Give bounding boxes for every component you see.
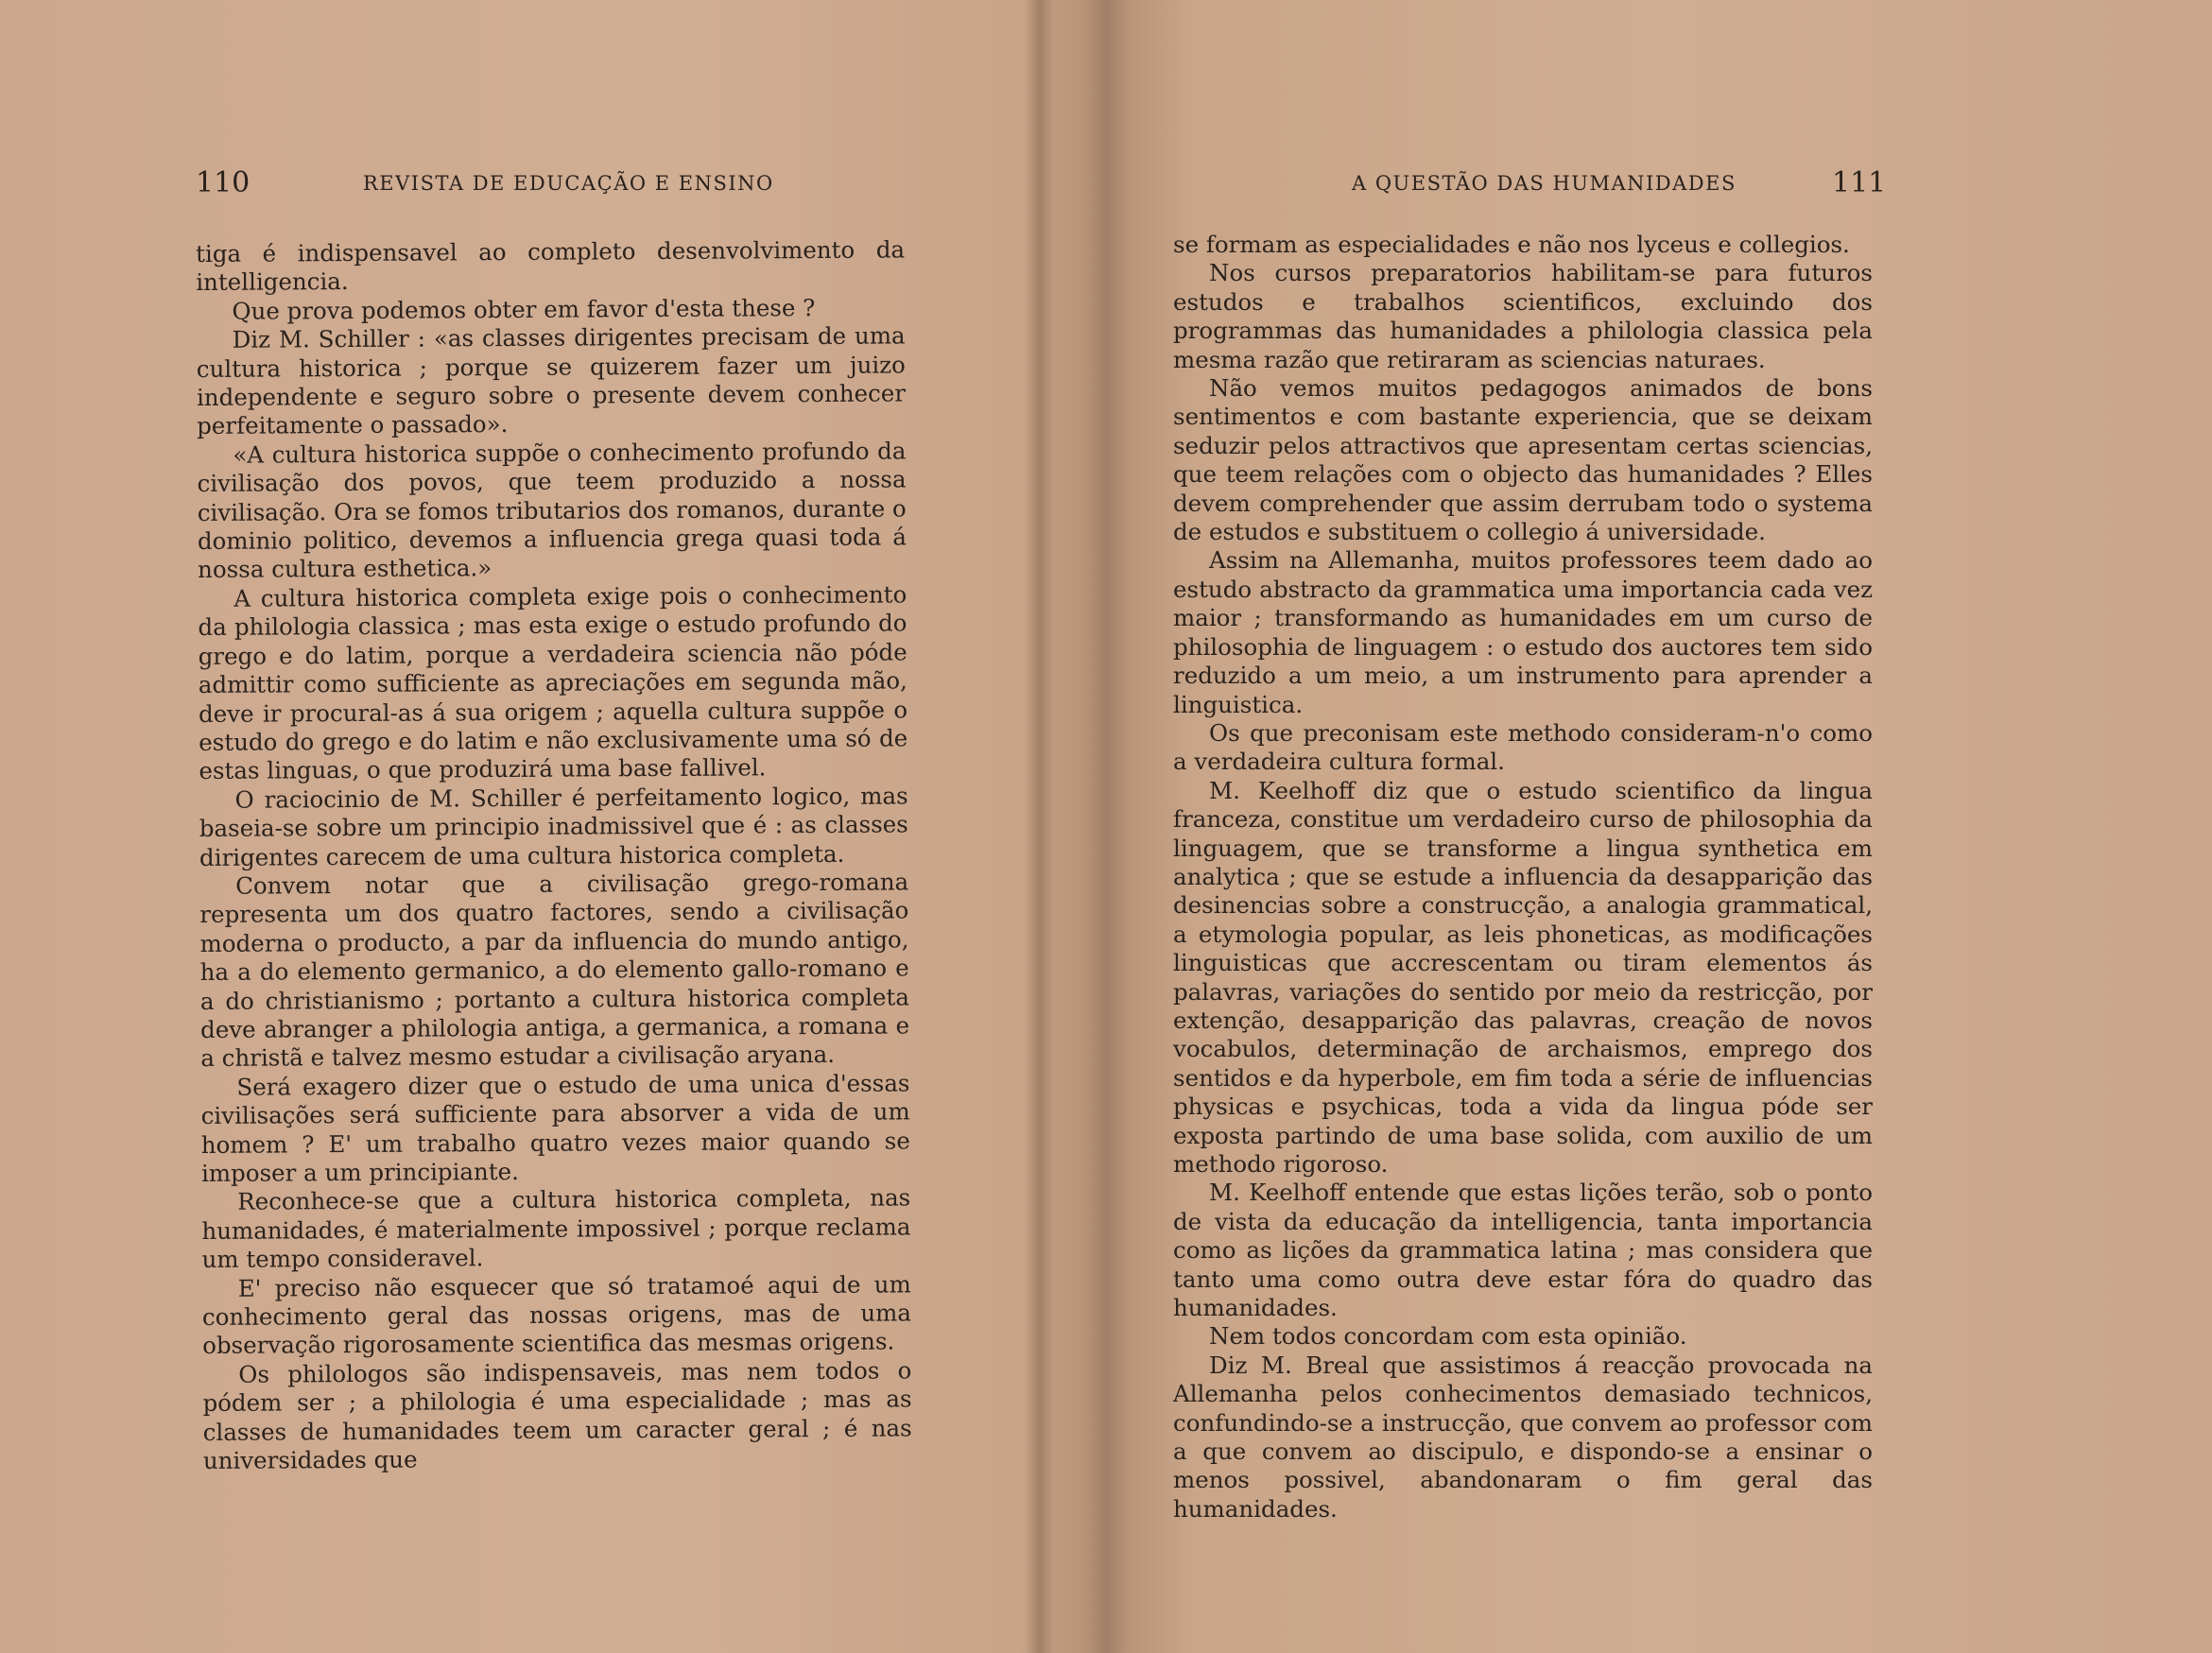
paragraph: Será exagero dizer que o estudo de uma unica d'essas civilisações será sufficiente para absorver a vida de um homem ? E' um trabalho quatro vezes maior quando se imposer a um principiante. [200,1069,910,1187]
right-page [1040,0,2212,1653]
paragraph: Nem todos concordam com esta opinião. [1209,1322,1687,1351]
paragraph: O raciocinio de M. Schiller é perfeitamento logico, mas baseia-se sobre um principio inadmissivel que é : as classes dirigentes carecem de uma cultura historica completa. [199,782,908,871]
paragraph: Nos cursos preparatorios habilitam-se para futuros estudos e trabalhos scientificos, excluindo dos programmas das humanidades a philologia classica pela mesma razão que retiraram as sciencias naturaes. [1173,259,1873,373]
page-number: 111 [1832,166,1887,199]
running-head: A QUESTÃO DAS HUMANIDADES [1352,172,1737,195]
paragraph: Os philologos são indispensaveis, mas nem todos o pódem ser ; a philologia é uma especialidade ; mas as classes de humanidades teem um caracter geral ; é nas universidades que [202,1356,912,1475]
paragraph: M. Keelhoff diz que o estudo scientifico da lingua franceza, constitue um verdadeiro curso de philosophia da linguagem, que se transforme a lingua synthetica em analytica ; que se estude a influencia da desapparição das desinencias sobre a construcção, a analogia grammatical, a etymologia popular, as leis phoneticas, as modificações linguisticas que accrescentam ou tiram elementos ás palavras, variações do sentido por meio da restricção, por extenção, desapparição das palavras, creação de novos vocabulos, determinação de archaismos, emprego dos sentidos e da hyperbole, em fim toda a série de influencias physicas e psychicas, toda a vida da lingua póde ser exposta partindo de uma base solida, com auxilio de um methodo rigoroso. [1173,776,1873,1178]
paragraph: tiga é indispensavel ao completo desenvolvimento da intelligencia. [196,235,906,297]
page-number: 110 [196,166,251,199]
left-page [0,0,1040,1653]
paragraph: M. Keelhoff entende que estas lições terão, sob o ponto de vista da educação da intelligencia, tanta importancia como as lições da grammatica latina ; mas considera que tanto uma como outra deve estar fóra do quadro das humanidades. [1173,1179,1873,1322]
paragraph: Diz M. Schiller : «as classes dirigentes precisam de uma cultura historica ; porque se quizerem fazer um juizo independente e seguro sobre o presente devem conhecer perfeitamente o passado». [196,321,907,440]
paragraph: Que prova podemos obter em favor d'esta these ? [232,293,816,325]
page-body [196,235,912,1475]
paragraph: Os que preconisam este methodo consideram-n'o como a verdadeira cultura formal. [1173,718,1873,776]
paragraph: A cultura historica completa exige pois o conhecimento da philologia classica ; mas esta exige o estudo profundo do grego e do latim, porque a verdadeira sciencia não póde admittir como sufficiente as apreciações em segunda mão, deve ir procural-as á sua origem ; aquella cultura suppõe o estudo do grego e do latim e não exclusivamente uma só de estas linguas, o que produzirá uma base fallivel. [198,580,908,785]
paragraph: Diz M. Breal que assistimos á reacção provocada na Allemanha pelos conhecimentos demasiado technicos, confundindo-se a instrucção, que convem ao professor com a que convem ao discipulo, e dispondo-se a ensinar o menos possivel, abandonaram o fim geral das humanidades. [1173,1351,1873,1523]
page-body [1173,231,1873,1524]
paragraph: «A cultura historica suppõe o conhecimento profundo da civilisação dos povos, que teem produzido a nossa civilisação. Ora se fomos tributarios dos romanos, durante o dominio politico, devemos a influencia grega quasi toda á nossa cultura esthetica.» [197,437,907,584]
paragraph: Assim na Allemanha, muitos professores teem dado ao estudo abstracto da grammatica uma importancia cada vez maior ; transformando as humanidades em um curso de philosophia de linguagem : o estudo dos auctores tem sido reduzido a um meio, a um instrumento para aprender a linguistica. [1173,546,1873,718]
paragraph: Não vemos muitos pedagogos animados de bons sentimentos e com bastante experiencia, que se deixam seduzir pelos attractivos que apresentam certas sciencias, que teem relações com o objecto das humanidades ? Elles devem comprehender que assim derrubam todo o systema de estudos e substituem o collegio á universidade. [1173,374,1873,546]
paragraph: se formam as especialidades e não nos lyceus e collegios. [1173,231,1850,258]
running-head: REVISTA DE EDUCAÇÃO E ENSINO [363,172,774,195]
paragraph: Reconhece-se que a cultura historica completa, nas humanidades, é materialmente impossivel ; porque reclama um tempo consideravel. [201,1183,911,1274]
paragraph: E' preciso não esquecer que só tratamoé aqui de um conhecimento geral das nossas origens, mas de uma observação rigorosamente scientifica das mesmas origens. [201,1270,912,1360]
paragraph: Convem notar que a civilisação grego-romana representa um dos quatro factores, sendo a civilisação moderna o producto, a par da influencia do mundo antigo, ha a do elemento germanico, a do elemento gallo-romano e a do christianismo ; portanto a cultura historica completa deve abranger a philologia antiga, a germanica, a romana e a christã e talvez mesmo estudar a civilisação aryana. [199,868,910,1073]
